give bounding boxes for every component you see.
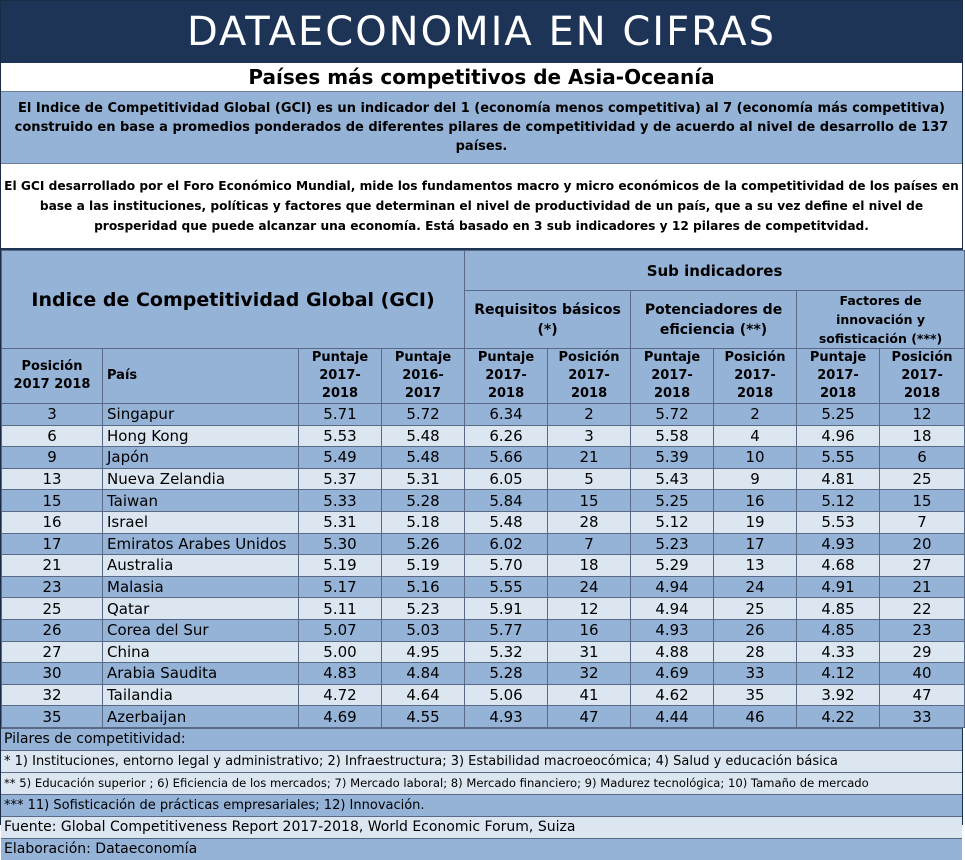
cell-is: 4.96 [797, 425, 880, 447]
cell-bs: 5.48 [465, 511, 548, 533]
cell-pos: 27 [2, 641, 103, 663]
cell-country: Arabia Saudita [103, 663, 299, 685]
cell-is: 4.12 [797, 663, 880, 685]
cell-ep: 25 [714, 598, 797, 620]
cell-ip: 6 [880, 447, 965, 469]
cell-country: Hong Kong [103, 425, 299, 447]
cell-bp: 21 [548, 447, 631, 469]
cell-bs: 5.28 [465, 663, 548, 685]
cell-ep: 35 [714, 684, 797, 706]
cell-is: 4.91 [797, 576, 880, 598]
cell-bs: 6.02 [465, 533, 548, 555]
cell-country: China [103, 641, 299, 663]
pillars-title: Pilares de competitividad: [1, 728, 962, 750]
cell-bs: 5.55 [465, 576, 548, 598]
cell-s17: 4.69 [299, 706, 382, 728]
cell-s17: 5.11 [299, 598, 382, 620]
source-note: Fuente: Global Competitiveness Report 2017-2018, World Economic Forum, Suiza [1, 816, 962, 838]
author-note: Elaboración: Dataeconomía [1, 838, 962, 860]
cell-country: Azerbaijan [103, 706, 299, 728]
cell-s17: 4.83 [299, 663, 382, 685]
cell-pos: 35 [2, 706, 103, 728]
note-innovation-pillars: *** 11) Sofisticación de prácticas empresariales; 12) Innovación. [1, 794, 962, 816]
col-innovation-score: Puntaje 2017-2018 [797, 349, 880, 404]
note-efficiency-pillars: ** 5) Educación superior ; 6) Eficiencia de los mercados; 7) Mercado laboral; 8) Mercado financiero; 9) Madurez tecnológica; 10) Tamaño de mercado [1, 772, 962, 794]
cell-ip: 40 [880, 663, 965, 685]
cell-country: Corea del Sur [103, 619, 299, 641]
table-row [2, 533, 965, 555]
cell-s16: 5.72 [382, 404, 465, 426]
group-innovation-factors: Factores de innovación y sofisticación (***) [797, 291, 965, 349]
cell-ep: 17 [714, 533, 797, 555]
cell-is: 4.93 [797, 533, 880, 555]
cell-pos: 9 [2, 447, 103, 469]
cell-country: Malasia [103, 576, 299, 598]
cell-s16: 5.19 [382, 555, 465, 577]
cell-s16: 5.48 [382, 447, 465, 469]
note-basic-pillars: * 1) Instituciones, entorno legal y administrativo; 2) Infraestructura; 3) Estabilidad macroeocómica; 4) Salud y educación básica [1, 750, 962, 772]
cell-is: 5.12 [797, 490, 880, 512]
cell-s17: 5.31 [299, 511, 382, 533]
cell-s17: 5.71 [299, 404, 382, 426]
col-innovation-position: Posición 2017-2018 [880, 349, 965, 404]
cell-country: Tailandia [103, 684, 299, 706]
gci-table [1, 250, 965, 728]
sub-indicators-header: Sub indicadores [465, 251, 965, 291]
cell-is: 3.92 [797, 684, 880, 706]
cell-ep: 28 [714, 641, 797, 663]
cell-s16: 5.31 [382, 468, 465, 490]
cell-es: 5.23 [631, 533, 714, 555]
table-row [2, 576, 965, 598]
cell-bs: 5.32 [465, 641, 548, 663]
cell-es: 4.94 [631, 598, 714, 620]
cell-pos: 15 [2, 490, 103, 512]
table-row [2, 619, 965, 641]
col-score-2017: Puntaje 2017-2018 [299, 349, 382, 404]
cell-bs: 6.05 [465, 468, 548, 490]
cell-bp: 18 [548, 555, 631, 577]
cell-ip: 27 [880, 555, 965, 577]
cell-es: 5.72 [631, 404, 714, 426]
cell-s17: 5.53 [299, 425, 382, 447]
cell-ep: 2 [714, 404, 797, 426]
cell-ip: 47 [880, 684, 965, 706]
table-body [2, 404, 965, 728]
cell-es: 5.58 [631, 425, 714, 447]
cell-s17: 4.72 [299, 684, 382, 706]
intro-text: El Indice de Competitividad Global (GCI) es un indicador del 1 (economía menos competitiva) al 7 (economía más competitiva) construido en base a promedios ponderados de diferentes pilares de competitividad y de acuerdo al nivel de desarrollo de 137 países. [1, 92, 962, 164]
table-row [2, 555, 965, 577]
description-text: El GCI desarrollado por el Foro Económico Mundial, mide los fundamentos macro y micro económicos de la competitividad de los países en base a las instituciones, políticas y factores que determinan el nivel de productividad de un país, que a su vez define el nivel de prosperidad que puede alcanzar una economía. Está basado en 3 sub indicadores y 12 pilares de competitvidad. [4, 179, 959, 233]
cell-s16: 5.18 [382, 511, 465, 533]
cell-ip: 23 [880, 619, 965, 641]
cell-s17: 5.49 [299, 447, 382, 469]
table-row [2, 447, 965, 469]
col-score-2016: Puntaje 2016-2017 [382, 349, 465, 404]
cell-s16: 4.64 [382, 684, 465, 706]
cell-is: 5.53 [797, 511, 880, 533]
cell-ip: 7 [880, 511, 965, 533]
notes-section [1, 728, 962, 860]
cell-ep: 24 [714, 576, 797, 598]
cell-ip: 18 [880, 425, 965, 447]
cell-bs: 5.84 [465, 490, 548, 512]
cell-bp: 12 [548, 598, 631, 620]
cell-es: 4.94 [631, 576, 714, 598]
cell-es: 4.93 [631, 619, 714, 641]
cell-s17: 5.33 [299, 490, 382, 512]
cell-bs: 5.91 [465, 598, 548, 620]
cell-bp: 16 [548, 619, 631, 641]
cell-ip: 29 [880, 641, 965, 663]
cell-pos: 30 [2, 663, 103, 685]
cell-s17: 5.19 [299, 555, 382, 577]
cell-country: Nueva Zelandia [103, 468, 299, 490]
cell-is: 5.25 [797, 404, 880, 426]
cell-bp: 47 [548, 706, 631, 728]
col-basic-position: Posición 2017-2018 [548, 349, 631, 404]
banner-title: DATAECONOMIA EN CIFRAS [1, 1, 962, 63]
page-title: Países más competitivos de Asia-Oceanía [1, 63, 962, 92]
group-efficiency-enhancers: Potenciadores de eficiencia (**) [631, 291, 797, 349]
cell-ep: 9 [714, 468, 797, 490]
cell-ep: 19 [714, 511, 797, 533]
cell-pos: 6 [2, 425, 103, 447]
cell-s17: 5.30 [299, 533, 382, 555]
gci-main-header: Indice de Competitividad Global (GCI) [2, 251, 465, 349]
cell-ip: 22 [880, 598, 965, 620]
cell-s16: 4.55 [382, 706, 465, 728]
table-row [2, 706, 965, 728]
table-row [2, 404, 965, 426]
col-country: País [103, 349, 299, 404]
cell-es: 4.44 [631, 706, 714, 728]
cell-is: 4.22 [797, 706, 880, 728]
table-row [2, 663, 965, 685]
cell-country: Israel [103, 511, 299, 533]
cell-s17: 5.00 [299, 641, 382, 663]
cell-country: Singapur [103, 404, 299, 426]
cell-is: 4.81 [797, 468, 880, 490]
cell-bp: 5 [548, 468, 631, 490]
cell-s17: 5.07 [299, 619, 382, 641]
cell-bs: 5.77 [465, 619, 548, 641]
cell-bp: 2 [548, 404, 631, 426]
group-basic-requirements: Requisitos básicos (*) [465, 291, 631, 349]
cell-ip: 15 [880, 490, 965, 512]
cell-bs: 5.70 [465, 555, 548, 577]
cell-bs: 5.06 [465, 684, 548, 706]
cell-s16: 5.28 [382, 490, 465, 512]
cell-bp: 15 [548, 490, 631, 512]
cell-bp: 3 [548, 425, 631, 447]
cell-bp: 24 [548, 576, 631, 598]
cell-ip: 20 [880, 533, 965, 555]
cell-ep: 46 [714, 706, 797, 728]
cell-is: 4.33 [797, 641, 880, 663]
description-block [1, 164, 962, 250]
table-row [2, 684, 965, 706]
cell-country: Emiratos Arabes Unidos [103, 533, 299, 555]
col-position: Posición 2017 2018 [2, 349, 103, 404]
cell-country: Japón [103, 447, 299, 469]
cell-ep: 33 [714, 663, 797, 685]
cell-s16: 5.16 [382, 576, 465, 598]
cell-country: Australia [103, 555, 299, 577]
cell-s16: 5.48 [382, 425, 465, 447]
cell-ep: 26 [714, 619, 797, 641]
table-row [2, 425, 965, 447]
cell-s17: 5.37 [299, 468, 382, 490]
cell-pos: 16 [2, 511, 103, 533]
cell-s16: 4.84 [382, 663, 465, 685]
cell-pos: 3 [2, 404, 103, 426]
cell-is: 5.55 [797, 447, 880, 469]
table-row [2, 490, 965, 512]
cell-es: 4.62 [631, 684, 714, 706]
cell-bs: 6.26 [465, 425, 548, 447]
col-basic-score: Puntaje 2017-2018 [465, 349, 548, 404]
cell-bs: 6.34 [465, 404, 548, 426]
cell-es: 5.43 [631, 468, 714, 490]
cell-ip: 21 [880, 576, 965, 598]
cell-ip: 33 [880, 706, 965, 728]
cell-bp: 7 [548, 533, 631, 555]
cell-pos: 25 [2, 598, 103, 620]
cell-es: 4.69 [631, 663, 714, 685]
col-efficiency-score: Puntaje 2017-2018 [631, 349, 714, 404]
table-row [2, 511, 965, 533]
cell-bs: 5.66 [465, 447, 548, 469]
cell-is: 4.85 [797, 598, 880, 620]
cell-bs: 4.93 [465, 706, 548, 728]
table-row [2, 641, 965, 663]
cell-s17: 5.17 [299, 576, 382, 598]
cell-ep: 4 [714, 425, 797, 447]
table-row [2, 468, 965, 490]
cell-bp: 31 [548, 641, 631, 663]
cell-bp: 28 [548, 511, 631, 533]
cell-pos: 26 [2, 619, 103, 641]
cell-pos: 32 [2, 684, 103, 706]
cell-s16: 5.03 [382, 619, 465, 641]
cell-bp: 41 [548, 684, 631, 706]
cell-s16: 5.26 [382, 533, 465, 555]
cell-es: 5.12 [631, 511, 714, 533]
cell-es: 5.25 [631, 490, 714, 512]
cell-country: Qatar [103, 598, 299, 620]
cell-s16: 5.23 [382, 598, 465, 620]
cell-pos: 17 [2, 533, 103, 555]
cell-es: 5.29 [631, 555, 714, 577]
cell-bp: 32 [548, 663, 631, 685]
cell-is: 4.85 [797, 619, 880, 641]
cell-ep: 16 [714, 490, 797, 512]
cell-s16: 4.95 [382, 641, 465, 663]
cell-country: Taiwan [103, 490, 299, 512]
cell-es: 5.39 [631, 447, 714, 469]
cell-pos: 13 [2, 468, 103, 490]
cell-pos: 23 [2, 576, 103, 598]
cell-is: 4.68 [797, 555, 880, 577]
cell-es: 4.88 [631, 641, 714, 663]
col-efficiency-position: Posición 2017-2018 [714, 349, 797, 404]
cell-ep: 13 [714, 555, 797, 577]
table-row [2, 598, 965, 620]
cell-pos: 21 [2, 555, 103, 577]
cell-ep: 10 [714, 447, 797, 469]
cell-ip: 25 [880, 468, 965, 490]
cell-ip: 12 [880, 404, 965, 426]
